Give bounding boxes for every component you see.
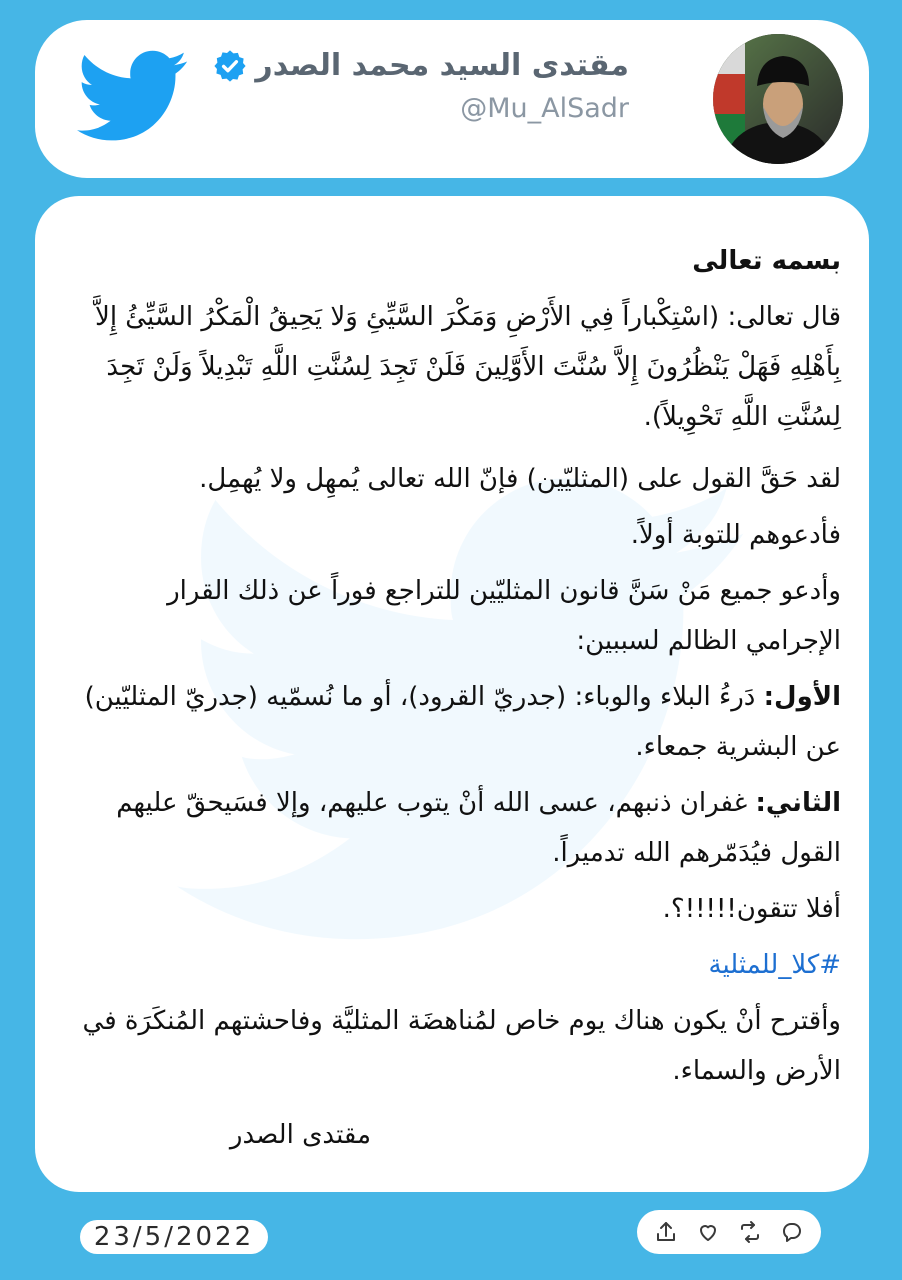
tweet-actions [637, 1210, 821, 1254]
tweet-question: أفلا تتقون!!!!!؟. [662, 894, 841, 924]
hashtag-link[interactable]: #كلا_للمثلية [708, 950, 841, 980]
tweet-paragraph-1: لقد حَقَّ القول على (المثليّين) فإنّ الله تعالى يُمهِل ولا يُهمِل. [199, 464, 841, 494]
avatar[interactable] [713, 34, 843, 164]
second-reason [73, 778, 841, 878]
tweet-proposal: وأقترح أنْ يكون هناك يوم خاص لمُناهضَة المثليَّة وفاحشتهم المُنكَرَة في الأرض والسماء. [82, 1006, 841, 1086]
first-reason-text: دَرءُ البلاء والوباء: (جدريّ القرود)، أو ما نُسمّيه (جدريّ المثليّين) عن البشرية جمعاء. [84, 682, 841, 762]
verified-badge-icon [213, 49, 247, 83]
account-handle[interactable]: @Mu_AlSadr [460, 93, 629, 124]
profile-header-card [35, 20, 869, 178]
account-name-block [213, 48, 629, 124]
second-reason-label: الثاني: [755, 788, 841, 818]
reply-icon[interactable] [780, 1220, 804, 1244]
like-icon[interactable] [696, 1220, 720, 1244]
tweet-paragraph-3: وأدعو جميع مَنْ سَنَّ قانون المثليّين للتراجع فوراً عن ذلك القرار الإجرامي الظالم لسببين: [167, 576, 841, 656]
first-reason-label: الأول: [763, 682, 841, 712]
share-icon[interactable] [654, 1220, 678, 1244]
display-name[interactable]: مقتدى السيد محمد الصدر [255, 48, 629, 83]
tweet-card [35, 196, 869, 1192]
tweet-text [73, 236, 841, 1166]
tweet-signature: مقتدى الصدر [229, 1120, 371, 1150]
quran-quote: قال تعالى: (اسْتِكْباراً فِي الأَرْضِ وَمَكْرَ السَّيِّئِ وَلا يَحِيقُ الْمَكْرُ السَّيِّئُ إِلاَّ بِأَهْلِهِ فَهَلْ يَنْظُرُونَ إِلاَّ سُنَّتَ الأَوَّلِينَ فَلَنْ تَجِدَ لِسُنَّتِ اللَّهِ تَبْدِيلاً وَلَنْ تَجِدَ لِسُنَّتِ اللَّهِ تَحْوِيلاً). [94, 302, 841, 432]
twitter-bird-icon [77, 50, 189, 144]
tweet-date: 23/5/2022 [80, 1220, 268, 1254]
retweet-icon[interactable] [738, 1220, 762, 1244]
tweet-heading: بسمه تعالى [692, 246, 841, 276]
second-reason-text: غفران ذنبهم، عسى الله أنْ يتوب عليهم، وإلا فسَيحقّ عليهم القول فيُدَمّرهم الله تدميراً. [116, 788, 841, 868]
tweet-paragraph-2: فأدعوهم للتوبة أولاً. [630, 520, 841, 550]
first-reason [73, 672, 841, 772]
avatar-portrait [713, 34, 843, 164]
